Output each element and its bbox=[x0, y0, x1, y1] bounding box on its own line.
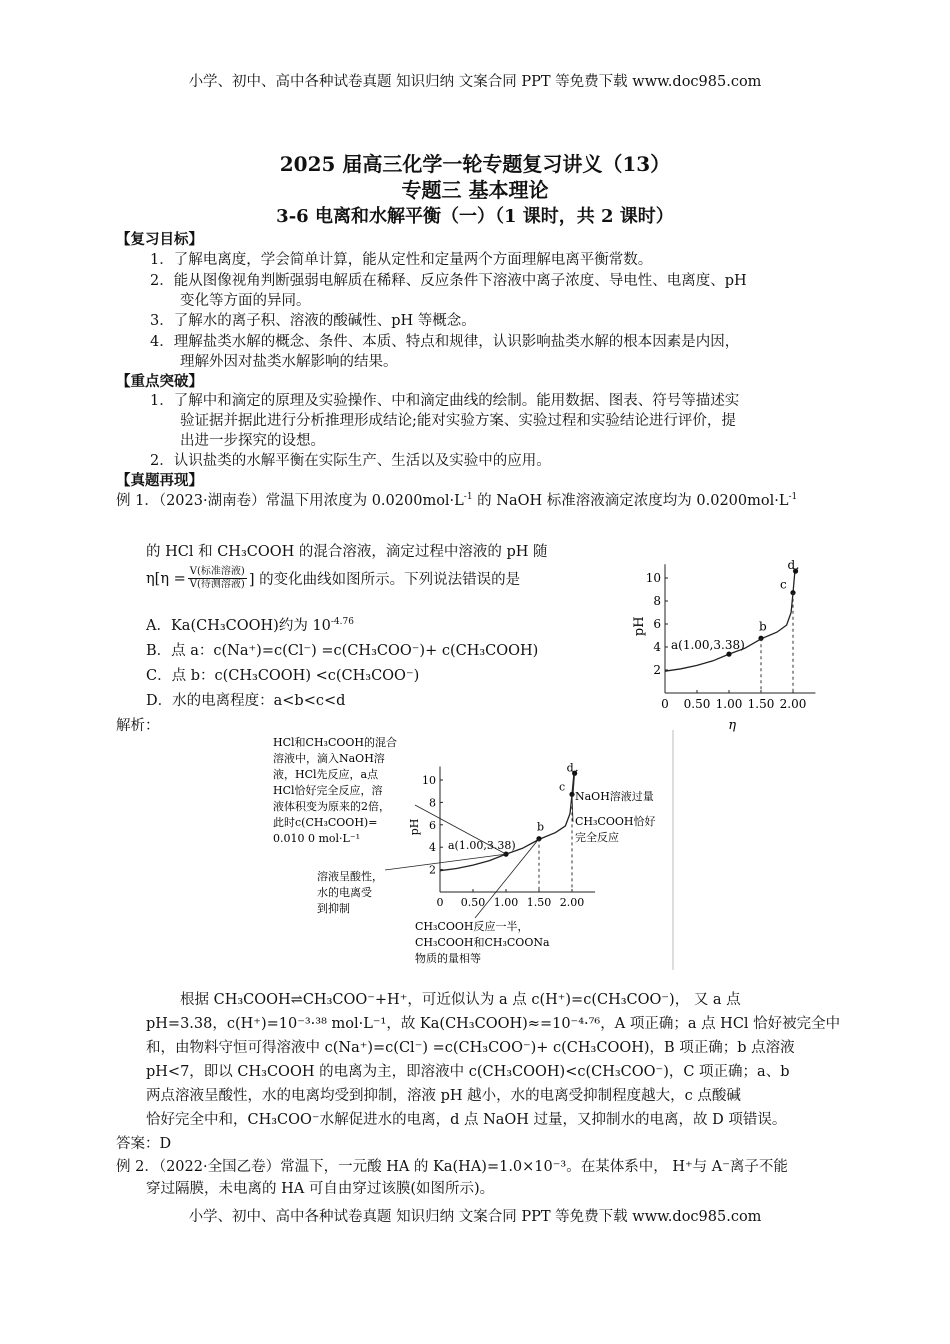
eta-prefix: η[η = bbox=[146, 570, 186, 587]
annotation-left-mid: 溶液呈酸性， bbox=[317, 870, 383, 883]
eta-fraction bbox=[188, 566, 247, 591]
page-header: 小学、初中、高中各种试卷真题 知识归纳 文案合同 PPT 等免费下载 www.doc985.com bbox=[188, 74, 762, 90]
jiexi-label: 解析： bbox=[116, 718, 160, 734]
x-tick-label: 2.00 bbox=[779, 697, 807, 711]
annotated-titration-chart bbox=[265, 730, 675, 975]
point-label: b bbox=[537, 820, 545, 834]
x-tick-label: 0 bbox=[436, 896, 444, 909]
title-topic: 专题三 基本理论 bbox=[401, 178, 549, 202]
ex2-line1: 例 2．（2022·全国乙卷）常温下，一元酸 HA 的 Ka(HA)=1.0×10⁻³。在某体系中， H⁺与 A⁻离子不能 bbox=[116, 1159, 788, 1175]
annotation-left-top: 溶液中，滴入NaOH溶 bbox=[273, 752, 385, 765]
page-footer: 小学、初中、高中各种试卷真题 知识归纳 文案合同 PPT 等免费下载 www.doc985.com bbox=[188, 1209, 762, 1225]
annotation-bottom: CH₃COOH和CH₃COONa bbox=[415, 936, 550, 949]
ex1-sup1: -1 bbox=[463, 492, 473, 503]
leader-line bbox=[572, 794, 573, 822]
point-label: a(1.00,3.38) bbox=[448, 839, 516, 853]
ex1-option-a bbox=[146, 614, 354, 635]
x-tick-label: 2.00 bbox=[559, 896, 585, 909]
annotation-bottom: 物质的量相等 bbox=[415, 952, 481, 965]
y-axis-label: pH bbox=[408, 818, 421, 836]
x-tick-label: 1.50 bbox=[747, 697, 775, 711]
annotation-left-top: HCl和CH₃COOH的混合 bbox=[273, 736, 397, 749]
annotation-left-top: 此时c(CH₃COOH)= bbox=[273, 816, 378, 829]
x-tick-label: 1.00 bbox=[715, 697, 743, 711]
leader-line bbox=[385, 854, 506, 870]
x-tick-label: 1.00 bbox=[493, 896, 519, 909]
annotation-left-mid: 到抑制 bbox=[317, 902, 350, 915]
point-label: d bbox=[787, 558, 796, 573]
real-heading: 【真题再现】 bbox=[116, 472, 203, 489]
annotation-left-top: 0.010 0 mol·L⁻¹ bbox=[273, 832, 361, 845]
ex1-stem-line2: 的 HCl 和 CH₃COOH 的混合溶液，滴定过程中溶液的 pH 随 bbox=[146, 544, 548, 560]
point-label: c bbox=[559, 780, 566, 794]
goal-item: 3．了解水的离子积、溶液的酸碱性、pH 等概念。 bbox=[150, 313, 476, 329]
y-tick-label: 10 bbox=[645, 571, 661, 585]
goal-item: 4．理解盐类水解的概念、条件、本质、特点和规律，认识影响盐类水解的根本因素是内因， bbox=[150, 334, 740, 350]
y-tick-label: 10 bbox=[422, 774, 436, 787]
annotation-right-mid: 完全反应 bbox=[575, 831, 619, 844]
answer: 答案：D bbox=[116, 1136, 172, 1152]
ex1-stem-a: 例 1．（2023·湖南卷）常温下用浓度为 0.0200mol·L bbox=[116, 493, 464, 509]
goals-heading: 【复习目标】 bbox=[116, 231, 203, 248]
analysis-line: pH<7，即以 CH₃COOH 的电离为主，即溶液中 c(CH₃COOH)<c(CH₃COO⁻)，C 项正确；a、b bbox=[146, 1064, 790, 1080]
title-main: 2025 届高三化学一轮专题复习讲义（13） bbox=[279, 152, 671, 176]
point-label: b bbox=[759, 619, 767, 634]
analysis-line: pH=3.38，c(H⁺)=10⁻³·³⁸ mol·L⁻¹，故 Ka(CH₃COOH)≈=10⁻⁴·⁷⁶，A 项正确；a 点 HCl 恰好被完全中 bbox=[146, 1016, 841, 1032]
x-tick-label: 0 bbox=[661, 697, 669, 711]
point-label: a(1.00,3.38) bbox=[671, 638, 745, 653]
ex1-eta-line bbox=[146, 566, 520, 591]
point-a bbox=[726, 652, 731, 657]
titration-chart bbox=[615, 555, 825, 735]
point-label: d bbox=[566, 761, 574, 775]
ex2-line2: 穿过隔膜，未电离的 HA 可自由穿过该膜(如图所示)。 bbox=[146, 1181, 495, 1197]
goal-item: 变化等方面的异同。 bbox=[180, 293, 311, 309]
keys-heading: 【重点突破】 bbox=[116, 373, 203, 390]
analysis-line: 根据 CH₃COOH⇌CH₃COO⁻+H⁺，可近似认为 a 点 c(H⁺)=c(CH₃COO⁻)， 又 a 点 bbox=[180, 992, 741, 1008]
analysis-line: 恰好完全中和，CH₃COO⁻水解促进水的电离，d 点 NaOH 过量，又抑制水的电离，故 D 项错误。 bbox=[146, 1112, 787, 1128]
annotation-bottom: CH₃COOH反应一半， bbox=[415, 920, 529, 933]
ex1-sup2: -1 bbox=[788, 492, 798, 503]
eta-denominator: V(待测溶液) bbox=[189, 579, 245, 590]
y-axis-label: pH bbox=[632, 616, 647, 637]
x-tick-label: 1.50 bbox=[526, 896, 552, 909]
y-tick-label: 4 bbox=[429, 841, 436, 855]
eta-suffix: ] 的变化曲线如图所示。下列说法错误的是 bbox=[248, 572, 521, 588]
x-tick-label: 0.50 bbox=[683, 697, 711, 711]
ex1-option-c: C．点 b：c(CH₃COOH) <c(CH₃COO⁻) bbox=[146, 668, 420, 684]
ex1-stem-line1 bbox=[116, 489, 797, 510]
goal-item: 1．了解电离度，学会简单计算，能从定性和定量两个方面理解电离平衡常数。 bbox=[150, 252, 653, 268]
analysis-line: 和，由物料守恒可得溶液中 c(Na⁺)=c(Cl⁻) =c(CH₃COO⁻)+ c(CH₃COOH)，B 项正确；b 点溶液 bbox=[146, 1040, 795, 1056]
x-tick-label: 0.50 bbox=[460, 896, 486, 909]
ex1-stem-b: 的 NaOH 标准溶液滴定浓度均为 0.0200mol·L bbox=[472, 493, 789, 509]
key-item: 验证据并据此进行分析推理形成结论;能对实验方案、实验过程和实验结论进行评价，提 bbox=[180, 413, 736, 429]
y-tick-label: 2 bbox=[429, 863, 436, 877]
ex1-option-b: B．点 a：c(Na⁺)=c(Cl⁻) =c(CH₃COO⁻)+ c(CH₃COOH) bbox=[146, 643, 539, 659]
option-a-sup: -4.76 bbox=[330, 617, 354, 628]
analysis-line: 两点溶液呈酸性，水的电离均受到抑制，溶液 pH 越小，水的电离受抑制程度越大，c 点酸碱 bbox=[146, 1088, 741, 1104]
point-label: c bbox=[780, 577, 787, 592]
ph-curve bbox=[440, 770, 577, 871]
ex1-option-d: D．水的电离程度：a<b<c<d bbox=[146, 693, 346, 709]
key-item: 1．了解中和滴定的原理及实验操作、中和滴定曲线的绘制。能用数据、图表、符号等描述实 bbox=[150, 393, 740, 409]
annotation-left-top: HCl恰好完全反应，溶 bbox=[273, 784, 383, 797]
ph-curve bbox=[665, 568, 798, 672]
y-tick-label: 8 bbox=[429, 796, 436, 810]
y-tick-label: 8 bbox=[653, 594, 661, 608]
option-a-text: A．Ka(CH₃COOH)约为 10 bbox=[146, 618, 331, 634]
annotation-left-mid: 水的电离受 bbox=[317, 886, 372, 899]
annotation-left-top: 液，HCl先反应，a点 bbox=[273, 768, 379, 781]
x-axis-label: η bbox=[728, 718, 737, 733]
y-tick-label: 4 bbox=[653, 640, 661, 654]
annotation-right-mid: CH₃COOH恰好 bbox=[575, 815, 656, 828]
y-tick-label: 2 bbox=[653, 663, 661, 677]
y-tick-label: 6 bbox=[429, 818, 436, 832]
key-item: 出进一步探究的设想。 bbox=[180, 433, 325, 449]
key-item: 2．认识盐类的水解平衡在实际生产、生活以及实验中的应用。 bbox=[150, 453, 551, 469]
annotation-right-top: NaOH溶液过量 bbox=[575, 790, 654, 803]
annotation-left-top: 液体积变为原来的2倍， bbox=[273, 800, 390, 813]
title-section: 3-6 电离和水解平衡（一）（1 课时，共 2 课时） bbox=[276, 206, 674, 227]
goal-item: 理解外因对盐类水解影响的结果。 bbox=[180, 354, 398, 370]
eta-numerator: V(标准溶液) bbox=[189, 566, 245, 577]
goal-item: 2．能从图像视角判断强弱电解质在稀释、反应条件下溶液中离子浓度、导电性、电离度、pH bbox=[150, 273, 747, 289]
y-tick-label: 6 bbox=[653, 617, 661, 631]
